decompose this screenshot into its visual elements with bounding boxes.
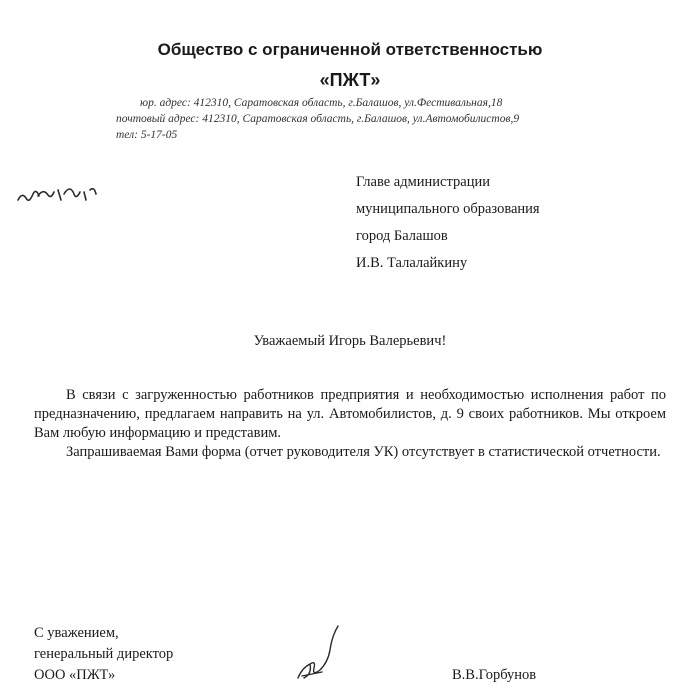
closing-line-2: генеральный директор	[34, 646, 174, 662]
handwritten-signature	[288, 618, 348, 688]
phone: тел: 5-17-05	[116, 129, 178, 141]
closing-line-3: ООО «ПЖТ»	[34, 667, 116, 683]
handwritten-reference	[14, 180, 104, 210]
recipient-line-3: город Балашов	[356, 228, 448, 244]
closing-line-1: С уважением,	[34, 625, 119, 641]
postal-address: почтовый адрес: 412310, Саратовская область, г.Балашов, ул.Автомобилистов,9	[116, 113, 520, 125]
recipient-line-4: И.В. Талалайкину	[356, 255, 468, 271]
company-name: Общество с ограниченной ответственностью	[157, 40, 543, 59]
recipient-line-2: муниципального образования	[356, 201, 540, 217]
legal-address: юр. адрес: 412310, Саратовская область, г.Балашов, ул.Фестивальная,18	[140, 97, 503, 109]
body-paragraph-1: В связи с загруженностью работников предприятия и необходимостью исполнения работ по предназначению, предлагаем направить на ул. Автомобилистов, д. 9 своих работников. Мы откроем Вам любую информацию и представим.	[34, 387, 666, 441]
body-paragraph-2: Запрашиваемая Вами форма (отчет руководителя УК) отсутствует в статистической отчетности.	[66, 444, 661, 460]
greeting: Уважаемый Игорь Валерьевич!	[253, 333, 447, 349]
recipient-line-1: Главе администрации	[356, 174, 490, 190]
company-short-name: «ПЖТ»	[319, 70, 381, 90]
signer-name: В.В.Горбунов	[452, 667, 537, 683]
